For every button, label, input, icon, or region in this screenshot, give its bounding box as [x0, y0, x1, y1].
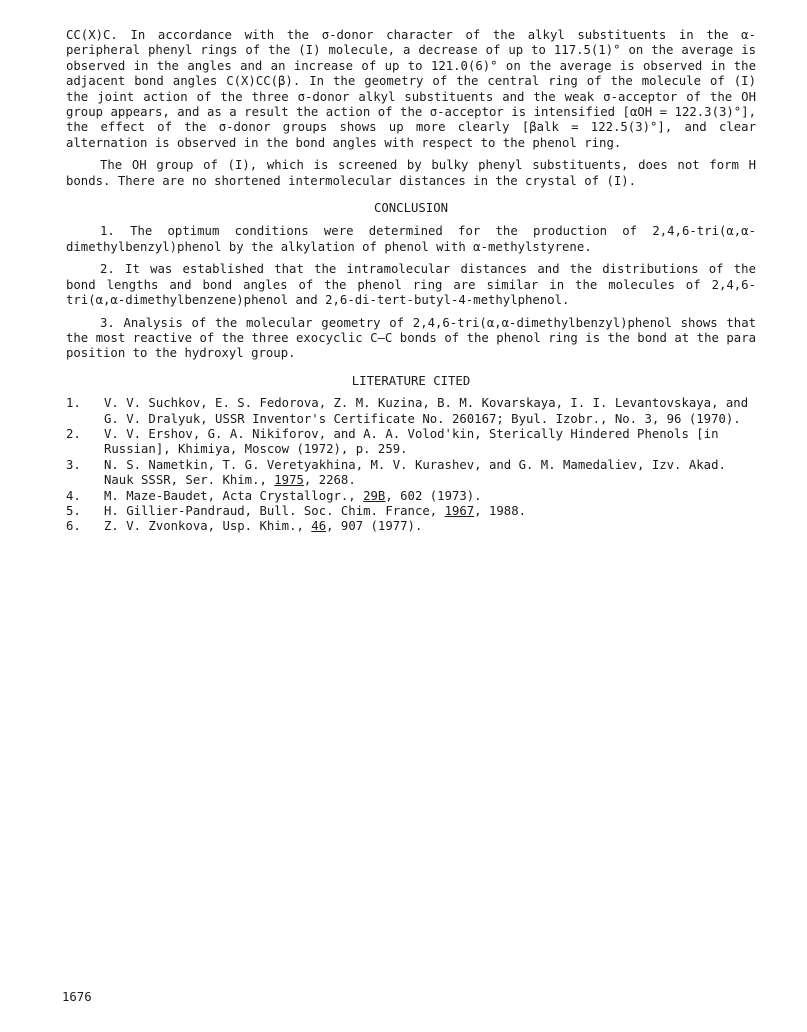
reference-number: 6. — [66, 519, 81, 534]
literature-heading: LITERATURE CITED — [351, 373, 471, 388]
reference-number: 4. — [66, 488, 81, 503]
reference-item — [66, 504, 756, 519]
reference-text: M. Maze-Baudet, Acta Crystallogr., — [104, 488, 364, 503]
reference-volume: 29B — [363, 488, 386, 503]
paragraph-oh-group: The OH group of (I), which is screened by bulky phenyl substituents, does not form H bonds. There are no shortened intermolecular distances in the crystal of (I). — [66, 158, 756, 188]
conclusion-heading: CONCLUSION — [373, 201, 449, 216]
conclusion-item-1: 1. The optimum conditions were determined for the production of 2,4,6-tri(α,α-dimethylbenzyl)phenol by the alkylation of phenol with α-methylstyrene. — [66, 224, 756, 254]
paragraph-intro: CC(X)C. In accordance with the σ-donor character of the alkyl substituents in the α-peripheral phenyl rings of the (I) molecule, a decrease of up to 117.5(1)° on the average is observed in the angles and an increase of up to 121.0(6)° on the average is observed in the adjacent bond angles C(X)CC(β). In the geometry of the central ring of the molecule of (I) the joint action of the three σ-donor alkyl substituents and the weak σ-acceptor of the OH group appears, and as a result the action of the σ-acceptor is intensified [αOH = 122.3(3)°], the effect of the σ-donor groups shows up more clearly [βalk = 122.5(3)°], and clear alternation is observed in the bond angles with respect to the phenol ring. — [66, 28, 756, 150]
reference-text: V. V. Ershov, G. A. Nikiforov, and A. A. Volod'kin, Sterically Hindered Phenols [in Russian], Khimiya, Moscow (1972), p. 259. — [104, 426, 719, 457]
reference-item — [66, 396, 756, 427]
reference-text-end: , 602 (1973). — [385, 488, 482, 503]
reference-item — [66, 427, 756, 458]
reference-year: 1975 — [274, 473, 304, 488]
reference-number: 3. — [66, 457, 81, 472]
reference-text: V. V. Suchkov, E. S. Fedorova, Z. M. Kuzina, B. M. Kovarskaya, I. I. Levantovskaya, and G. V. Dralyuk, USSR Inventor's Certificate No. 260167; Byul. Izobr., No. 3, 96 (1970). — [104, 396, 749, 426]
reference-text-end: , 2268. — [303, 473, 356, 488]
reference-item — [66, 458, 756, 489]
conclusion-item-3: 3. Analysis of the molecular geometry of 2,4,6-tri(α,α-dimethylbenzyl)phenol shows that the most reactive of the three exocyclic C–C bonds of the phenol ring is the bond at the para position to the hydroxyl group. — [66, 315, 756, 361]
conclusion-item-2: 2. It was established that the intramolecular distances and the distributions of the bond lengths and bond angles of the phenol ring are similar in the molecules of 2,4,6-tri(α,α-dimethylbenzene)phenol and 2,6-di-tert-butyl-4-methylphenol. — [66, 262, 756, 308]
reference-number: 5. — [66, 503, 81, 518]
reference-text: N. S. Nametkin, T. G. Veretyakhina, M. V. Kurashev, and G. M. Mamedaliev, Izv. Akad. Nauk SSSR, Ser. Khim., — [104, 457, 726, 488]
article-page — [66, 28, 756, 535]
reference-number: 1. — [66, 396, 81, 411]
reference-volume: 46 — [311, 519, 327, 534]
reference-item — [66, 489, 756, 504]
reference-item — [66, 519, 756, 534]
reference-text-end: , 1988. — [474, 503, 527, 518]
reference-text: Z. V. Zvonkova, Usp. Khim., — [104, 519, 312, 534]
reference-text-end: , 907 (1977). — [326, 519, 423, 534]
reference-text: H. Gillier-Pandraud, Bull. Soc. Chim. France, — [104, 503, 445, 518]
reference-number: 2. — [66, 426, 81, 441]
reference-list — [66, 396, 756, 535]
page-number: 1676 — [62, 990, 92, 1004]
reference-year: 1967 — [444, 503, 475, 518]
